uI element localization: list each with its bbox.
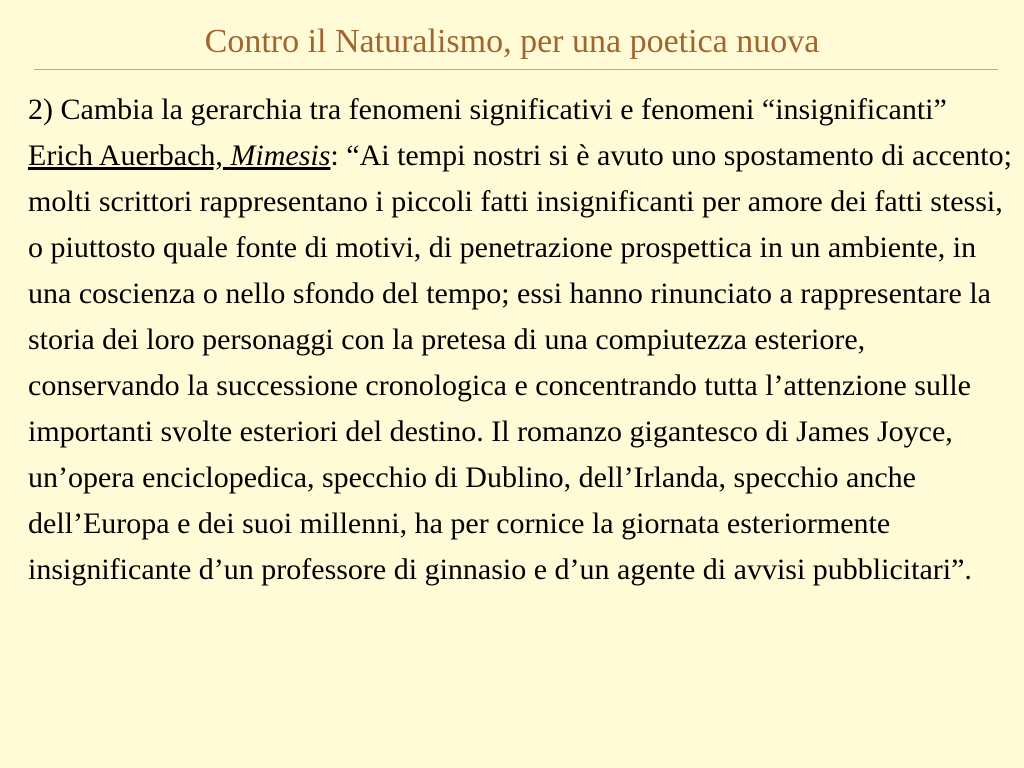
point-heading: 2) Cambia la gerarchia tra fenomeni significativi e fenomeni “insignificanti” bbox=[28, 93, 947, 126]
slide-title: Contro il Naturalismo, per una poetica nuova bbox=[204, 23, 820, 60]
citation-paragraph bbox=[28, 133, 1018, 593]
slide-body bbox=[28, 87, 1018, 593]
citation-quote: “Ai tempi nostri si è avuto uno spostamento di accento; molti scrittori rappresentano i piccoli fatti insignificanti per amore dei fatti stessi, o piuttosto quale fonte di motivi, di penetrazione prospettica in un ambiente, in una coscienza o nello sfondo del tempo; essi hanno rinunciato a rappresentare la storia dei loro personaggi con la pretesa di una compiutezza esteriore, conservando la successione cronologica e concentrando tutta l’attenzione sulle importanti svolte esteriori del destino. Il romanzo gigantesco di James Joyce, un’opera enciclopedica, specchio di Dublino, dell’Irlanda, specchio anche dell’Europa e dei suoi millenni, ha per cornice la giornata esteriormente insignificante d’un professore di ginnasio e d’un agente di avvisi pubblicitari”. bbox=[28, 139, 1012, 586]
citation-work: Mimesis bbox=[230, 139, 331, 172]
citation-author: Erich Auerbach, bbox=[28, 139, 223, 172]
title-divider bbox=[34, 69, 998, 70]
citation-colon: : bbox=[330, 139, 339, 172]
citation-source bbox=[28, 139, 330, 172]
